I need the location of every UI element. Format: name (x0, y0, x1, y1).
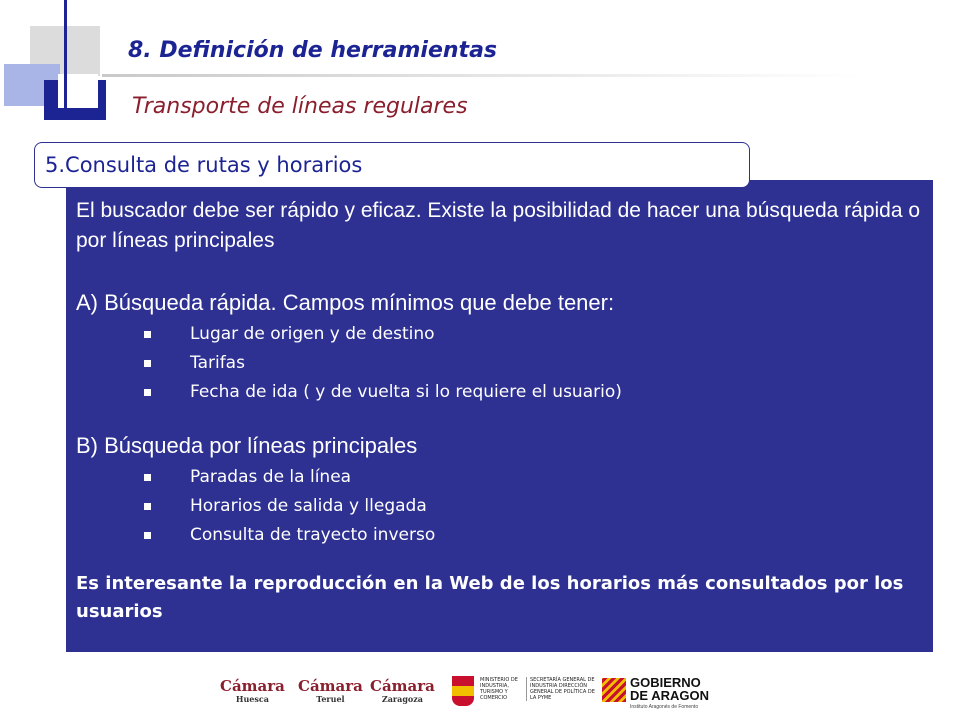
bullet-icon (144, 389, 151, 396)
footer-logos (220, 672, 720, 712)
camara-zaragoza-logo: Cámara Zaragoza (370, 677, 435, 704)
aragon-flag-icon (602, 678, 626, 702)
list-item: Lugar de origen y de destino (144, 320, 926, 349)
list-item: Paradas de la línea (144, 463, 926, 492)
intro-text: El buscador debe ser rápido y eficaz. Existe la posibilidad de hacer una búsqueda rápida o por líneas principales (76, 199, 921, 252)
list-item: Horarios de salida y llegada (144, 492, 926, 521)
camara-teruel-logo: Cámara Teruel (298, 677, 363, 704)
ministerio-logo: MINISTERIO DE INDUSTRIA, TURISMO Y COMERCIO SECRETARÍA GENERAL DE INDUSTRIA DIRECCIÓN GENERAL DE POLÍTICA DE LA PYME (452, 676, 592, 710)
camara-huesca-logo: Cámara Huesca (220, 677, 285, 704)
bullet-icon (144, 532, 151, 539)
content-body (76, 196, 926, 626)
section-label: 5.Consulta de rutas y horarios (45, 153, 363, 177)
section-box (34, 142, 750, 188)
decor-horizontal-line (102, 74, 862, 77)
slide-title: 8. Definición de herramientas (128, 38, 498, 63)
decor-vertical-line (64, 0, 67, 120)
bullet-icon (144, 331, 151, 338)
group-b-list (76, 463, 926, 550)
group-a-heading: A) Búsqueda rápida. Campos mínimos que debe tener: (76, 290, 615, 315)
group-a-list (76, 320, 926, 407)
slide-subtitle: Transporte de líneas regulares (132, 94, 468, 119)
bullet-icon (144, 474, 151, 481)
bullet-icon (144, 503, 151, 510)
gobierno-aragon-logo: GOBIERNO DE ARAGON Instituto Aragonés de Fomento (602, 676, 722, 710)
list-item: Consulta de trayecto inverso (144, 521, 926, 550)
coat-of-arms-icon (452, 676, 474, 706)
bullet-icon (144, 360, 151, 367)
conclusion-text: Es interesante la reproducción en la Web de los horarios más consultados por los usuarios (76, 573, 904, 622)
group-b-heading: B) Búsqueda por líneas principales (76, 433, 418, 458)
list-item: Fecha de ida ( y de vuelta si lo requiere el usuario) (144, 378, 926, 407)
list-item: Tarifas (144, 349, 926, 378)
